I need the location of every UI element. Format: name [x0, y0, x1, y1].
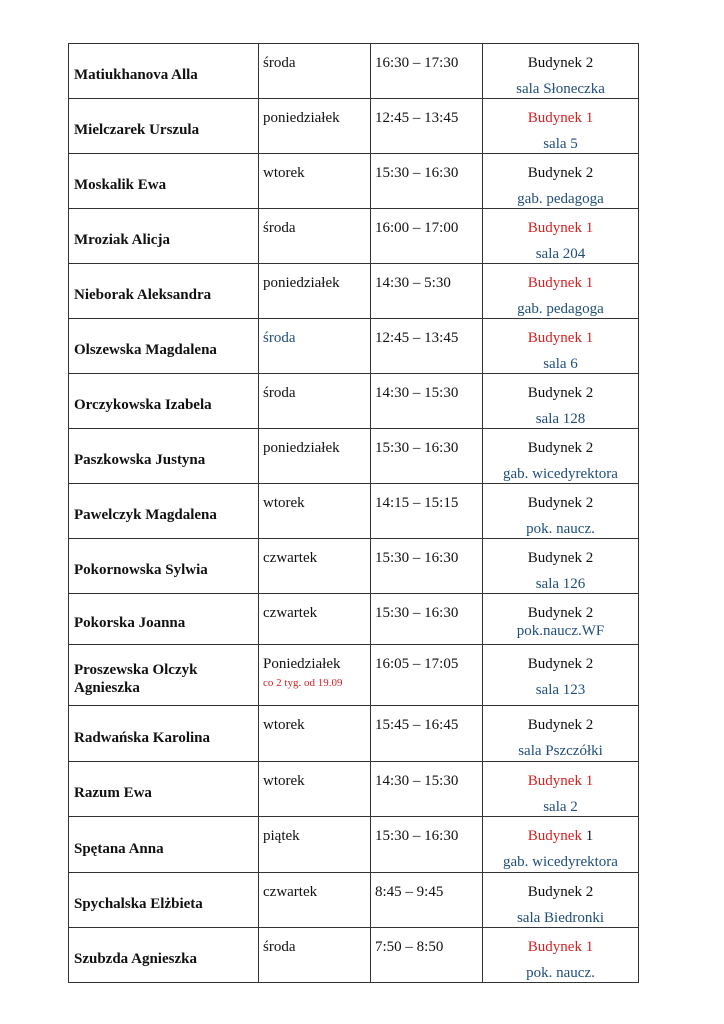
building-name: Budynek 2: [527, 550, 594, 566]
building-name: Budynek 1: [527, 773, 594, 789]
location-cell: [483, 484, 639, 539]
table-row: [69, 873, 639, 928]
building-label: [483, 164, 638, 182]
day-cell: [259, 209, 371, 264]
day-cell: [259, 484, 371, 539]
day-of-week: środa: [263, 939, 296, 955]
room-label: pok.naucz.WF: [516, 623, 605, 639]
room-label: sala Biedronki: [516, 910, 605, 926]
table-row: [69, 429, 639, 484]
room-label: gab. wicedyrektora: [503, 466, 618, 482]
table-row: [69, 99, 639, 154]
location-cell: [483, 594, 639, 645]
time-range: 15:30 – 16:30: [371, 594, 483, 645]
time-range: 14:30 – 15:30: [371, 374, 483, 429]
building-name: Budynek 1: [527, 275, 594, 291]
room-label: pok. naucz.: [526, 965, 595, 981]
teacher-name: Olszewska Magdalena: [69, 319, 259, 374]
time-range: 15:30 – 16:30: [371, 429, 483, 484]
location-cell: [483, 762, 639, 817]
building-name: Budynek 2: [527, 605, 594, 621]
room-label: sala 2: [543, 799, 578, 815]
location-cell: [483, 44, 639, 99]
table-row: [69, 154, 639, 209]
day-of-week: środa: [263, 385, 296, 401]
building-name: Budynek 1: [527, 939, 594, 955]
teacher-name: Pokornowska Sylwia: [69, 539, 259, 594]
building-label: [483, 109, 638, 127]
table-row: [69, 645, 639, 706]
time-range: 15:30 – 16:30: [371, 539, 483, 594]
day-cell: [259, 762, 371, 817]
time-range: 15:30 – 16:30: [371, 817, 483, 873]
time-range: 14:30 – 5:30: [371, 264, 483, 319]
teacher-name: Matiukhanova Alla: [69, 44, 259, 99]
teacher-name: Razum Ewa: [69, 762, 259, 817]
table-row: [69, 762, 639, 817]
building-label: [483, 938, 638, 956]
location-cell: [483, 99, 639, 154]
location-cell: [483, 645, 639, 706]
day-of-week: Poniedziałek: [263, 656, 341, 672]
teacher-name: Nieborak Aleksandra: [69, 264, 259, 319]
location-cell: [483, 928, 639, 983]
location-cell: [483, 539, 639, 594]
location-cell: [483, 209, 639, 264]
building-label: [483, 439, 638, 457]
building-name: Budynek 2: [527, 495, 594, 511]
teacher-name: Orczykowska Izabela: [69, 374, 259, 429]
day-of-week: poniedziałek: [263, 440, 340, 456]
location-cell: [483, 706, 639, 762]
time-range: 16:00 – 17:00: [371, 209, 483, 264]
day-of-week: czwartek: [263, 605, 318, 621]
day-cell: [259, 645, 371, 706]
time-range: 12:45 – 13:45: [371, 319, 483, 374]
day-of-week: wtorek: [263, 165, 305, 181]
teacher-name: Proszewska Olczyk Agnieszka: [69, 645, 259, 706]
time-range: 8:45 – 9:45: [371, 873, 483, 928]
day-cell: [259, 873, 371, 928]
building-label: [483, 716, 638, 734]
room-label: sala 123: [535, 682, 586, 698]
table-row: [69, 374, 639, 429]
schedule-body: [69, 44, 639, 983]
day-cell: [259, 594, 371, 645]
teacher-name: Pokorska Joanna: [69, 594, 259, 645]
building-label: [483, 883, 638, 901]
table-row: [69, 594, 639, 645]
building-name: Budynek 2: [527, 717, 594, 733]
day-of-week: środa: [263, 220, 296, 236]
room-label: sala 128: [535, 411, 586, 427]
day-cell: [259, 706, 371, 762]
teacher-name: Pawelczyk Magdalena: [69, 484, 259, 539]
location-cell: [483, 374, 639, 429]
building-label: [483, 54, 638, 72]
room-label: sala 6: [543, 356, 578, 372]
table-row: [69, 928, 639, 983]
teacher-name: Mielczarek Urszula: [69, 99, 259, 154]
day-cell: [259, 154, 371, 209]
table-row: [69, 209, 639, 264]
table-row: [69, 44, 639, 99]
teacher-name: Spychalska Elżbieta: [69, 873, 259, 928]
room-label: gab. pedagoga: [517, 191, 604, 207]
building-label: [483, 772, 638, 790]
location-cell: [483, 429, 639, 484]
day-of-week: wtorek: [263, 773, 305, 789]
building-name: Budynek 1: [527, 110, 594, 126]
building-label: [483, 219, 638, 237]
building-label: [483, 329, 638, 347]
room-label: sala Słoneczka: [516, 81, 605, 97]
day-cell: [259, 817, 371, 873]
building-name: Budynek 2: [527, 55, 594, 71]
building-name: Budynek 2: [527, 165, 594, 181]
building-label: [483, 655, 638, 673]
day-of-week: czwartek: [263, 884, 318, 900]
day-of-week: środa: [263, 330, 296, 346]
teacher-name: Szubzda Agnieszka: [69, 928, 259, 983]
time-range: 16:05 – 17:05: [371, 645, 483, 706]
time-range: 14:15 – 15:15: [371, 484, 483, 539]
building-label: [483, 827, 638, 845]
location-cell: [483, 264, 639, 319]
building-label: [483, 274, 638, 292]
time-range: 16:30 – 17:30: [371, 44, 483, 99]
day-of-week: poniedziałek: [263, 110, 340, 126]
day-cell: [259, 99, 371, 154]
teacher-name: Radwańska Karolina: [69, 706, 259, 762]
day-of-week: wtorek: [263, 495, 305, 511]
table-row: [69, 264, 639, 319]
building-name: Budynek 2: [527, 385, 594, 401]
building-number: 1: [581, 828, 594, 844]
table-row: [69, 817, 639, 873]
time-range: 7:50 – 8:50: [371, 928, 483, 983]
room-label: sala 204: [535, 246, 586, 262]
day-of-week: piątek: [263, 828, 300, 844]
location-cell: [483, 154, 639, 209]
teacher-name: Mroziak Alicja: [69, 209, 259, 264]
time-range: 15:45 – 16:45: [371, 706, 483, 762]
building-name: Budynek 1: [527, 220, 594, 236]
day-cell: [259, 928, 371, 983]
day-of-week: poniedziałek: [263, 275, 340, 291]
building-name: Budynek 2: [527, 656, 594, 672]
room-label: sala 126: [535, 576, 586, 592]
day-of-week: środa: [263, 55, 296, 71]
day-cell: [259, 539, 371, 594]
room-label: gab. wicedyrektora: [503, 854, 618, 870]
day-cell: [259, 319, 371, 374]
building-name: Budynek 2: [527, 440, 594, 456]
day-of-week: czwartek: [263, 550, 318, 566]
time-range: 12:45 – 13:45: [371, 99, 483, 154]
table-row: [69, 706, 639, 762]
time-range: 14:30 – 15:30: [371, 762, 483, 817]
table-row: [69, 319, 639, 374]
location-cell: [483, 319, 639, 374]
room-label: pok. naucz.: [526, 521, 595, 537]
location-cell: [483, 873, 639, 928]
day-note: co 2 tyg. od 19.09: [263, 677, 343, 689]
day-cell: [259, 429, 371, 484]
building-name: Budynek: [527, 828, 582, 844]
building-label: [483, 494, 638, 512]
time-range: 15:30 – 16:30: [371, 154, 483, 209]
room-label: gab. pedagoga: [517, 301, 604, 317]
location-cell: [483, 817, 639, 873]
building-name: Budynek 2: [527, 884, 594, 900]
building-label: [483, 604, 638, 622]
building-label: [483, 549, 638, 567]
day-cell: [259, 264, 371, 319]
building-label: [483, 384, 638, 402]
day-cell: [259, 374, 371, 429]
teacher-name: Paszkowska Justyna: [69, 429, 259, 484]
teacher-name: Spętana Anna: [69, 817, 259, 873]
table-row: [69, 539, 639, 594]
room-label: sala Pszczółki: [518, 743, 603, 759]
day-cell: [259, 44, 371, 99]
teacher-name: Moskalik Ewa: [69, 154, 259, 209]
schedule-table: [68, 43, 639, 983]
room-label: sala 5: [543, 136, 578, 152]
building-name: Budynek 1: [527, 330, 594, 346]
day-of-week: wtorek: [263, 717, 305, 733]
table-row: [69, 484, 639, 539]
